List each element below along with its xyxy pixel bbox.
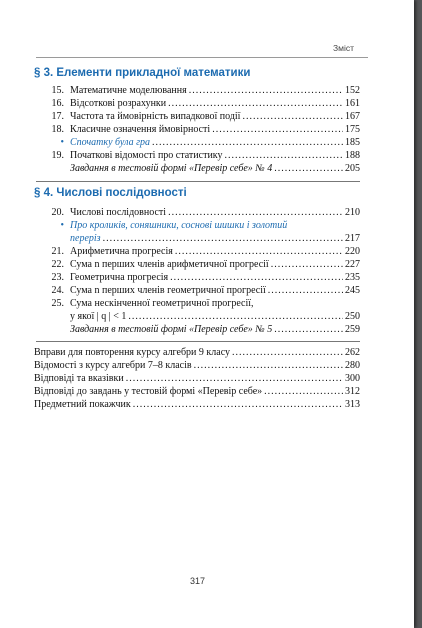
- section-3-list: [36, 84, 360, 175]
- dot-leader: [152, 136, 343, 149]
- entry-title-cont: переріз: [70, 233, 101, 244]
- toc-entry-continuation[interactable]: [36, 232, 360, 245]
- entry-page: 220: [345, 246, 360, 257]
- toc-entry-test[interactable]: [36, 323, 360, 336]
- entry-page: 235: [345, 272, 360, 283]
- dot-leader: [268, 284, 343, 297]
- entry-title: Відповіді та вказівки: [34, 373, 124, 384]
- entry-page: 280: [345, 360, 360, 371]
- toc-entry[interactable]: [36, 284, 360, 297]
- entry-title: Вправи для повторення курсу алгебри 9 класу: [34, 347, 230, 358]
- entry-page: 188: [345, 150, 360, 161]
- entry-title: Завдання в тестовій формі «Перевір себе» № 5: [70, 324, 273, 335]
- entry-number: 23.: [51, 272, 64, 283]
- dot-leader: [242, 110, 343, 123]
- entry-title: Арифметична прогресія: [70, 246, 173, 257]
- header-rule: [36, 57, 368, 58]
- entry-page: 312: [345, 386, 360, 397]
- entry-number: 20.: [51, 207, 64, 218]
- section-divider: [36, 341, 360, 342]
- section-divider: [36, 181, 360, 182]
- entry-title: Початкові відомості про статистику: [70, 150, 223, 161]
- entry-title: Відсоткові розрахунки: [70, 98, 167, 109]
- dot-leader: [194, 359, 343, 372]
- entry-number: 17.: [51, 111, 64, 122]
- toc-entry[interactable]: [34, 346, 360, 359]
- dot-leader: [274, 323, 343, 336]
- entry-title: Відповіді до завдань у тестовій формі «Перевір себе»: [34, 386, 263, 397]
- entry-title: Предметний покажчик: [34, 399, 131, 410]
- entry-page: 175: [345, 124, 360, 135]
- entry-page: 245: [345, 285, 360, 296]
- toc-entry[interactable]: [36, 258, 360, 271]
- entry-page: 262: [345, 347, 360, 358]
- entry-title: Відомості з курсу алгебри 7–8 класів: [34, 360, 192, 371]
- dot-leader: [212, 123, 343, 136]
- entry-page: 300: [345, 373, 360, 384]
- toc-entry[interactable]: [34, 385, 360, 398]
- entry-number: 25.: [51, 298, 64, 309]
- toc-entry-bonus[interactable]: [36, 136, 360, 149]
- entry-page: 161: [345, 98, 360, 109]
- entry-number: 16.: [51, 98, 64, 109]
- dot-leader: [189, 84, 343, 97]
- entry-page: 152: [345, 85, 360, 96]
- entry-title: Частота та ймовірність випадкової події: [70, 111, 241, 122]
- dot-leader: [175, 245, 343, 258]
- page-number: 317: [190, 576, 206, 586]
- entry-title: Класичне означення ймовірності: [70, 124, 211, 135]
- dot-leader: [168, 206, 343, 219]
- toc-entry[interactable]: [36, 97, 360, 110]
- entry-page: 210: [345, 207, 360, 218]
- toc-entry[interactable]: [36, 206, 360, 219]
- section-4-title: § 4. Числові послідовності: [34, 187, 187, 199]
- toc-entry[interactable]: [36, 84, 360, 97]
- entry-page: 250: [345, 311, 360, 322]
- toc-entry[interactable]: [34, 372, 360, 385]
- dot-leader: [103, 232, 343, 245]
- toc-entry[interactable]: [34, 359, 360, 372]
- entry-page: 217: [345, 233, 360, 244]
- entry-page: 227: [345, 259, 360, 270]
- dot-leader: [232, 346, 343, 359]
- entry-title: Сума нескінченної геометричної прогресії,: [70, 298, 254, 309]
- dot-leader: [170, 271, 343, 284]
- entry-title: Математичне моделювання: [70, 85, 187, 96]
- dot-leader: [225, 149, 343, 162]
- entry-page: 313: [345, 399, 360, 410]
- entry-title: Завдання в тестовій формі «Перевір себе» № 4: [70, 163, 273, 174]
- toc-entry[interactable]: [36, 245, 360, 258]
- entry-number: 24.: [51, 285, 64, 296]
- entry-title: Геометрична прогресія: [70, 272, 169, 283]
- entry-page: 259: [345, 324, 360, 335]
- toc-entry-bonus[interactable]: [36, 219, 360, 232]
- entry-title-cont: у якої | q | < 1: [70, 311, 127, 322]
- entry-title: Про кроликів, соняшники, соснові шишки і золотий: [70, 220, 288, 231]
- entry-number: 19.: [51, 150, 64, 161]
- entry-number: 18.: [51, 124, 64, 135]
- toc-entry[interactable]: [36, 297, 360, 310]
- entry-number: 22.: [51, 259, 64, 270]
- dot-leader: [128, 310, 343, 323]
- dot-leader: [126, 372, 343, 385]
- section-3-title: § 3. Елементи прикладної математики: [34, 67, 251, 79]
- entry-title: Числові послідовності: [70, 207, 167, 218]
- toc-entry-continuation[interactable]: [36, 310, 360, 323]
- entry-title: Спочатку була гра: [70, 137, 150, 148]
- toc-entry-test[interactable]: [36, 162, 360, 175]
- entry-page: 185: [345, 137, 360, 148]
- entry-page: 205: [345, 163, 360, 174]
- section-4-list: [36, 206, 360, 336]
- entry-number: 15.: [51, 85, 64, 96]
- toc-entry[interactable]: [34, 398, 360, 411]
- dot-leader: [271, 258, 343, 271]
- bullet-icon: •: [60, 137, 64, 148]
- entry-title: Сума n перших членів арифметичної прогресії: [70, 259, 269, 270]
- dot-leader: [133, 398, 343, 411]
- bullet-icon: •: [60, 220, 64, 231]
- dot-leader: [264, 385, 343, 398]
- entry-title: Сума n перших членів геометричної прогресії: [70, 285, 266, 296]
- toc-entry[interactable]: [36, 271, 360, 284]
- entry-page: 167: [345, 111, 360, 122]
- toc-entry[interactable]: [36, 110, 360, 123]
- dot-leader: [168, 97, 343, 110]
- toc-entry[interactable]: [36, 149, 360, 162]
- entry-number: 21.: [51, 246, 64, 257]
- dot-leader: [274, 162, 343, 175]
- toc-entry[interactable]: [36, 123, 360, 136]
- running-head: Зміст: [332, 43, 354, 53]
- appendix-list: [34, 346, 360, 411]
